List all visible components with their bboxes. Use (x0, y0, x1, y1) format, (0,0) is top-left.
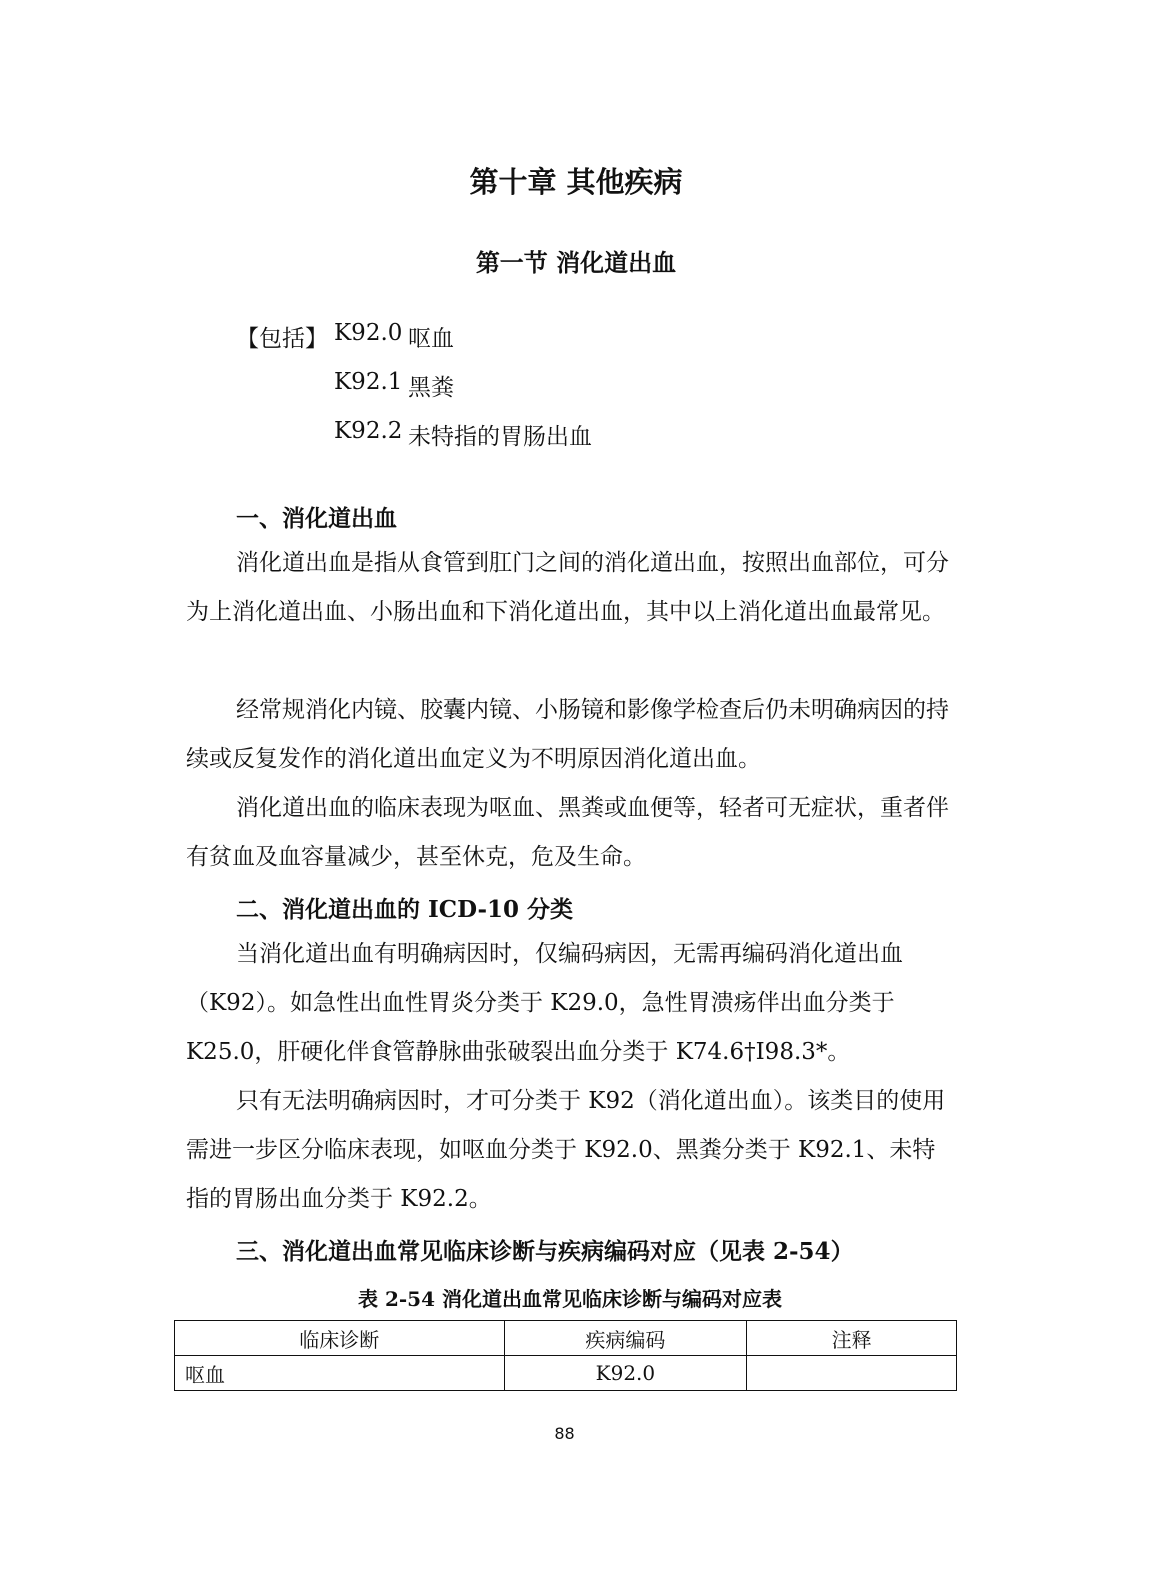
diagnosis-code-table (174, 1320, 957, 1391)
paragraph-unexplained-bleeding: 经常规消化内镜、胶囊内镜、小肠镜和影像学检查后仍未明确病因的持续或反复发作的消化道出血定义为不明原因消化道出血。 (186, 697, 949, 772)
includes-code-3: K92.2 (334, 418, 403, 444)
chapter-title: 第十章 其他疾病 (469, 165, 683, 199)
cell-code: K92.0 (504, 1356, 747, 1391)
header-notes: 注释 (747, 1321, 957, 1356)
section-title: 第一节 消化道出血 (475, 248, 677, 277)
heading-section-2: 二、消化道出血的 ICD-10 分类 (236, 896, 574, 923)
header-clinical-diagnosis: 临床诊断 (175, 1321, 505, 1356)
paragraph-coding-k92: 只有无法明确病因时，才可分类于 K92（消化道出血）。该类目的使用需进一步区分临床表现，如呕血分类于 K92.0、黑粪分类于 K92.1、未特指的胃肠出血分类于 K92.2。 (186, 1088, 946, 1212)
includes-name-3: 未特指的胃肠出血 (408, 424, 592, 450)
includes-code-2: K92.1 (334, 369, 403, 395)
paragraph-definition: 消化道出血是指从食管到肛门之间的消化道出血，按照出血部位，可分为上消化道出血、小肠出血和下消化道出血，其中以上消化道出血最常见。 (186, 550, 949, 625)
table-row (175, 1356, 957, 1391)
cell-note (747, 1356, 957, 1391)
includes-name-1: 呕血 (408, 326, 454, 352)
header-disease-code: 疾病编码 (504, 1321, 747, 1356)
table-header-row (175, 1321, 957, 1356)
includes-name-2: 黑粪 (408, 375, 454, 401)
cell-diagnosis: 呕血 (175, 1356, 505, 1391)
page-number: 88 (554, 1424, 575, 1443)
includes-label: 【包括】 (236, 326, 328, 352)
includes-code-1: K92.0 (334, 320, 403, 346)
paragraph-coding-cause: 当消化道出血有明确病因时，仅编码病因，无需再编码消化道出血（K92）。如急性出血性胃炎分类于 K29.0，急性胃溃疡伴出血分类于 K25.0，肝硬化伴食管静脉曲张破裂出血分类于 K74.6†I98.3*。 (186, 941, 903, 1065)
paragraph-clinical-features: 消化道出血的临床表现为呕血、黑粪或血便等，轻者可无症状，重者伴有贫血及血容量减少，甚至休克，危及生命。 (186, 795, 949, 870)
heading-section-1: 一、消化道出血 (236, 505, 397, 532)
table-caption: 表 2-54 消化道出血常见临床诊断与编码对应表 (358, 1287, 782, 1311)
heading-section-3: 三、消化道出血常见临床诊断与疾病编码对应（见表 2-54） (236, 1238, 854, 1265)
